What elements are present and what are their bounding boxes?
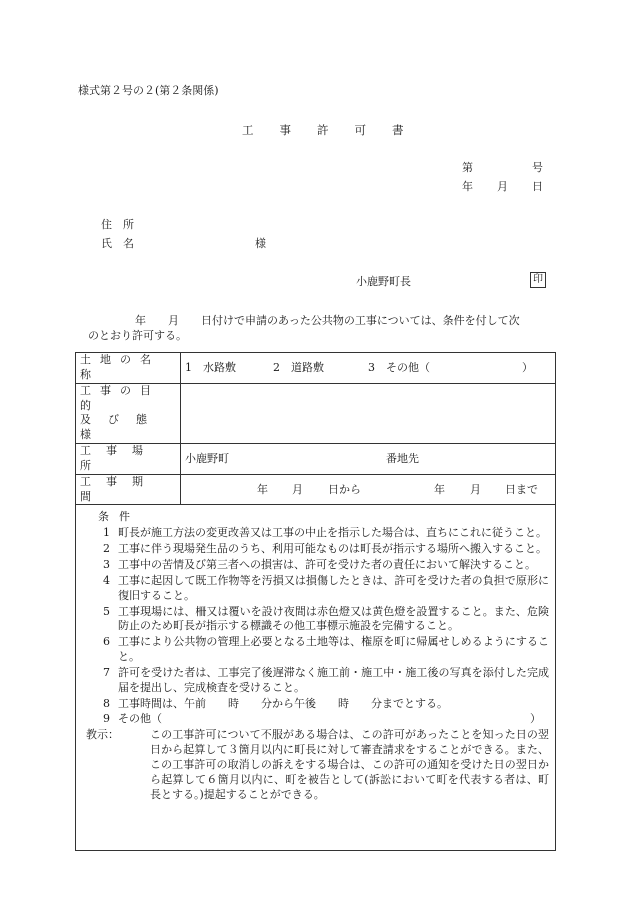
- condition-text: 工事に起因して既工作物等を汚損又は損傷したときは、許可を受けた者の負担で原形に復旧すること。: [118, 573, 549, 602]
- number-suffix: 号: [532, 161, 543, 174]
- intro-line-2: のとおり許可する。: [88, 328, 187, 342]
- place-value: [181, 444, 556, 475]
- place-town: 小鹿野町: [185, 451, 229, 465]
- date-day: 日: [532, 180, 543, 193]
- condition-number: 6: [103, 635, 110, 649]
- condition-number: 7: [103, 665, 110, 679]
- row-purpose: [76, 383, 556, 443]
- land-name-value: [181, 353, 556, 384]
- condition-number: 9: [103, 712, 110, 726]
- condition-number: 3: [103, 557, 110, 571]
- condition-text: 許可を受けた者は、工事完了後遅滞なく施工前・施工中・施工後の写真を添付した完成届を提出し、完成検査を受けること。: [118, 665, 549, 694]
- condition-text: 工事現場には、柵又は覆いを設け夜間は赤色燈又は黄色燈を設置すること。また、危険防止のため町長が指示する標識その他工事標示施設を完備すること。: [118, 604, 549, 633]
- condition-number: 5: [103, 604, 110, 618]
- period-from-year: 年: [257, 482, 268, 496]
- date-month: 月: [497, 180, 508, 193]
- land-option-3: 3 その他（: [368, 360, 430, 374]
- period-from-day: 日から: [328, 482, 361, 496]
- place-label: [76, 444, 181, 475]
- condition-item-1: [82, 526, 549, 541]
- intro-line-1: 年 月 日付けで申請のあった公共物の工事については、条件を付して次: [135, 314, 520, 327]
- teaching-label: 教示：: [86, 728, 119, 742]
- row-place: [76, 444, 556, 475]
- document-title: 工事許可書: [242, 123, 430, 137]
- date-year: 年: [462, 180, 473, 193]
- intro-text: [88, 314, 568, 344]
- condition-number: 2: [103, 542, 110, 556]
- number-prefix: 第: [462, 161, 473, 174]
- form-label: 様式第２号の２(第２条関係): [78, 84, 219, 97]
- period-value: [181, 474, 556, 505]
- condition-item-5: [82, 605, 549, 635]
- condition-text: 町長が施工方法の変更改善又は工事の中止を指示した場合は、直ちにこれに従うこと。: [118, 526, 547, 540]
- period-from-month: 月: [292, 482, 303, 496]
- row-land-name: [76, 353, 556, 384]
- period-to-month: 月: [470, 482, 481, 496]
- purpose-label-line-2: 及び態様: [80, 413, 164, 442]
- condition-close-paren: ）: [530, 712, 541, 726]
- condition-number: 1: [103, 526, 110, 540]
- land-option-1: 1 水路敷: [185, 360, 236, 374]
- land-name-label: [76, 353, 181, 384]
- purpose-label: [76, 383, 181, 443]
- period-label: [76, 474, 181, 505]
- period-to-day: 日まで: [505, 482, 538, 496]
- condition-item-6: [82, 635, 549, 665]
- address-label: 住 所: [101, 218, 134, 231]
- land-option-2: 2 道路敷: [273, 360, 324, 374]
- purpose-label-line-1: 工事の目的: [80, 383, 160, 412]
- condition-number: 4: [103, 573, 110, 587]
- name-label: 氏 名: [101, 237, 134, 250]
- conditions-cell: [76, 505, 556, 851]
- condition-text: その他（: [118, 712, 162, 726]
- issuer-mayor: 小鹿野町長: [356, 275, 411, 288]
- row-conditions: [76, 505, 556, 851]
- land-name-label-chars: 土地の名称: [80, 353, 160, 381]
- condition-text: 工事中の苦情及び第三者への損害は、許可を受けた者の責任において解決すること。: [118, 557, 536, 571]
- place-label-chars: 工事場所: [80, 444, 158, 472]
- condition-item-2: [82, 542, 549, 557]
- place-suffix: 番地先: [386, 451, 419, 465]
- land-name-label-text: [80, 353, 176, 383]
- teaching-text: この工事許可について不服がある場合は、この許可があったことを知った日の翌日から起算して３箇月以内に町長に対して審査請求をすることができる。また、この工事許可の取消しの訴えをする場合は、この許可の通知を受けた日の翌日から起算して６箇月以内に、町を被告として(訴訟において町を代表する者は、町長とする。)提起することができる。: [150, 728, 549, 801]
- condition-item-8: [82, 697, 549, 712]
- condition-text: 工事に伴う現場発生品のうち、利用可能なものは町長が指示する場所へ搬入すること。: [118, 542, 547, 556]
- condition-text: 工事時間は、午前 時 分から午後 時 分までとする。: [118, 696, 448, 710]
- condition-item-9: [82, 712, 549, 727]
- condition-item-3: [82, 558, 549, 573]
- permit-table: [75, 352, 556, 851]
- conditions-heading: 条件: [98, 510, 140, 524]
- teaching-note: [82, 728, 549, 802]
- row-period: [76, 474, 556, 505]
- condition-text: 工事により公共物の管理上必要となる土地等は、権原を町に帰属せしめるようにすること。: [118, 635, 549, 664]
- purpose-value: [181, 383, 556, 443]
- period-label-chars: 工事期間: [80, 474, 158, 503]
- land-option-3-close: ）: [522, 360, 533, 374]
- honorific: 様: [255, 237, 266, 250]
- seal-mark: 印: [530, 272, 546, 288]
- condition-item-4: [82, 574, 549, 604]
- condition-item-7: [82, 666, 549, 696]
- period-to-year: 年: [434, 482, 445, 496]
- conditions-list: [82, 526, 549, 711]
- condition-number: 8: [103, 696, 110, 710]
